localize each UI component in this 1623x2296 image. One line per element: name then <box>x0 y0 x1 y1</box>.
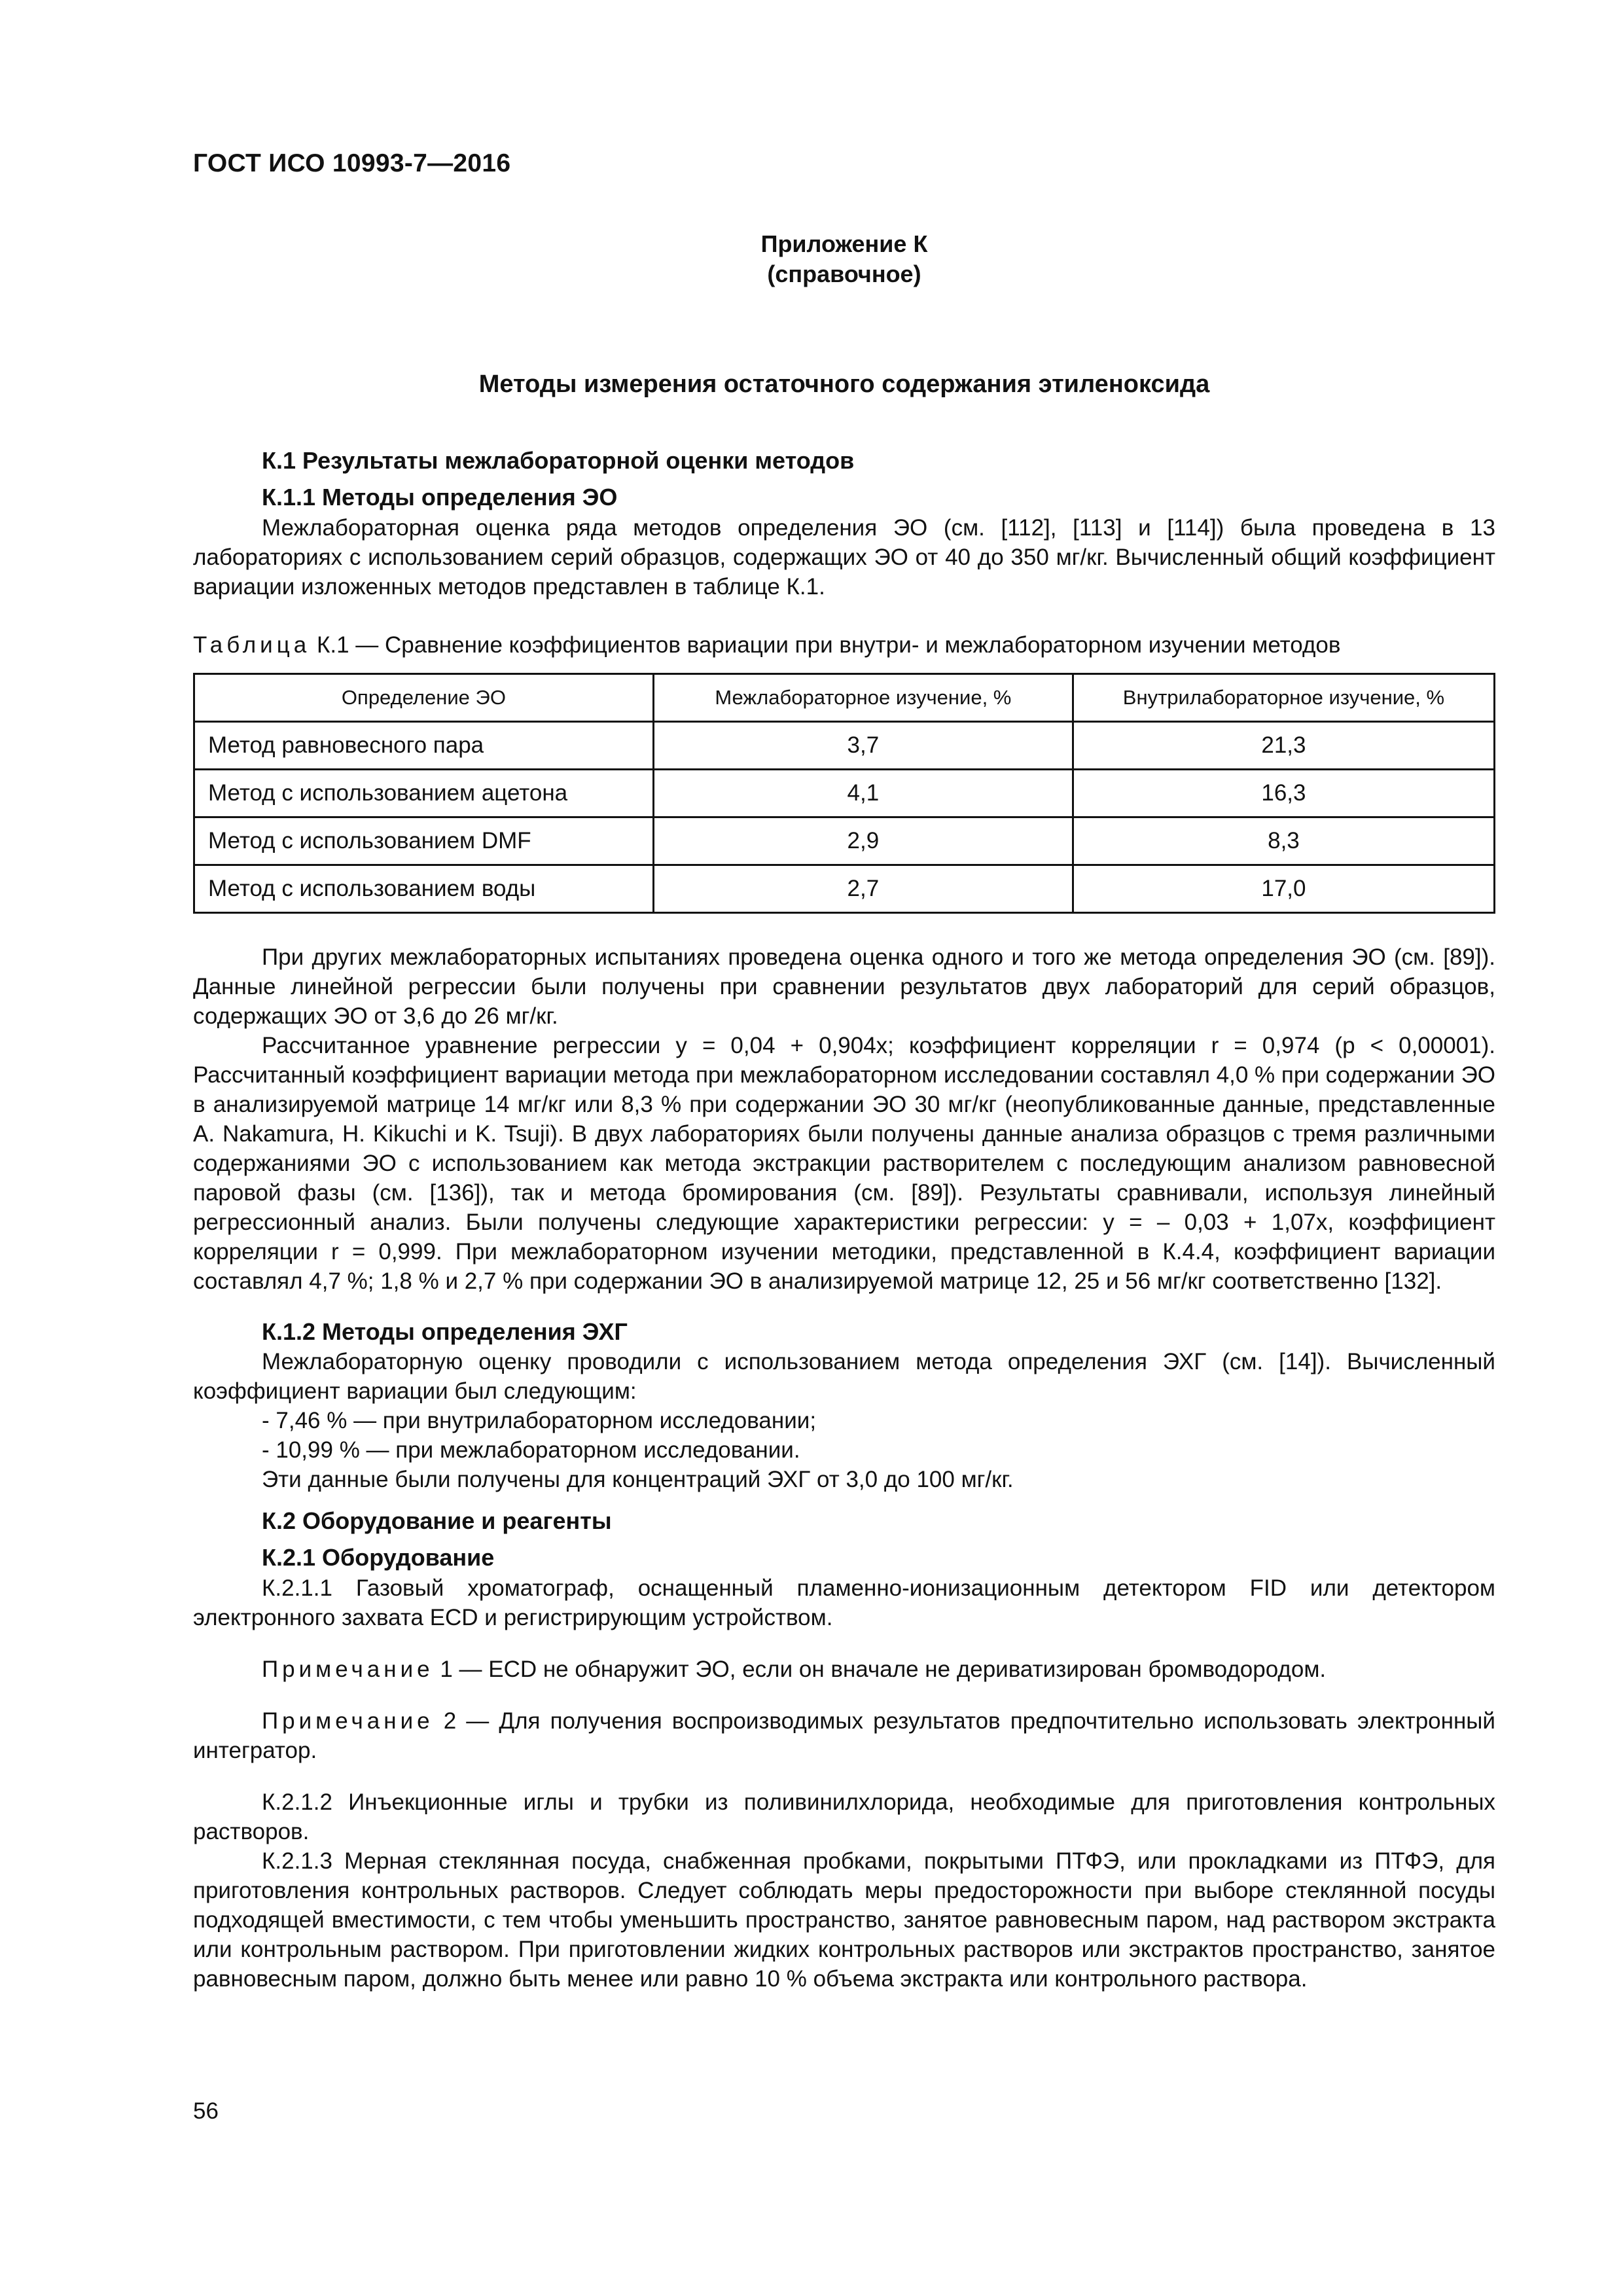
section-k2 <box>193 1505 1495 1994</box>
note-label: Примечание <box>262 1708 434 1734</box>
annex-type: (справочное) <box>767 260 921 287</box>
table-cell-method: Метод с использованием ацетона <box>194 770 654 817</box>
table-row <box>194 722 1495 770</box>
section-k12-heading: К.1.2 Методы определения ЭХГ <box>262 1318 628 1345</box>
section-k1 <box>193 445 1495 601</box>
section-k12 <box>193 1317 1495 1494</box>
table-cell-inter: 2,7 <box>653 865 1073 913</box>
section-k11-text: Межлабораторная оценка ряда методов определения ЭО (см. [112], [113] и [114]) была проведена в 13 лабораториях с использованием серий образцов, содержащих ЭО от 40 до 350 мг/кг. Вычисленный общий коэффициент вариации изложенных методов представлен в таблице К.1. <box>193 515 1495 600</box>
note-text: 1 — ECD не обнаружит ЭО, если он вначале не дериватизирован бромводородом. <box>433 1657 1327 1682</box>
table-cell-intra: 16,3 <box>1073 770 1494 817</box>
section-k1-heading: К.1 Результаты межлабораторной оценки методов <box>262 447 855 474</box>
table-caption-prefix: Таблица <box>193 632 311 658</box>
section-k12-text: Межлабораторную оценку проводили с использованием метода определения ЭХГ (см. [14]). Вычисленный коэффициент вариации был следующим: <box>193 1349 1495 1404</box>
section-k212-text: К.2.1.2 Инъекционные иглы и трубки из поливинилхлорида, необходимые для приготовления контрольных растворов. <box>193 1789 1495 1844</box>
section-k2-heading: К.2 Оборудование и реагенты <box>262 1507 612 1534</box>
section-k213-text: К.2.1.3 Мерная стеклянная посуда, снабженная пробками, покрытыми ПТФЭ, или прокладками из ПТФЭ, для приготовления контрольных растворов. Следует соблюдать меры предосторожности при выборе стеклянной посуды подходящей вместимости, с тем чтобы уменьшить пространство, занятое равновесным паром, над раствором экстракта или контрольным раствором. При приготовлении жидких контрольных растворов или экстрактов пространство, занятое равновесным паром, должно быть менее или равно 10 % объема экстракта или контрольного раствора. <box>193 1848 1495 1992</box>
section-k211-text: К.2.1.1 Газовый хроматограф, оснащенный пламенно-ионизационным детектором FID или детектором электронного захвата ECD и регистрирующим устройством. <box>193 1575 1495 1630</box>
table-cell-method: Метод с использованием DMF <box>194 817 654 865</box>
table-cell-intra: 8,3 <box>1073 817 1494 865</box>
paragraph-regression: Рассчитанное уравнение регрессии y = 0,04 + 0,904x; коэффициент корреляции r = 0,974 (p < 0,00001). Рассчитанный коэффициент вариации метода при межлабораторном исследовании составлял 4,0 % при содержании ЭО в анализируемой матрице 14 мг/кг или 8,3 % при содержании ЭО 30 мг/кг (неопубликованные данные, представленные A. Nakamura, H. Kikuchi и K. Tsuji). В двух лабораториях были получены данные анализа образцов с тремя различными содержаниями ЭО с использованием как метода экстракции растворителем с последующим анализом равновесной паровой фазы (см. [136]), так и метода бромирования (см. [89]). Результаты сравнивали, используя линейный регрессионный анализ. Были получены следующие характеристики регрессии: y = – 0,03 + 1,07x, коэффициент корреляции r = 0,999. При межлабораторном изучении методики, представленной в К.4.4, коэффициент вариации составлял 4,7 %; 1,8 % и 2,7 % при содержании ЭО в анализируемой матрице 12, 25 и 56 мг/кг соответственно [132]. <box>193 1033 1495 1294</box>
table-header-cell: Внутрилабораторное изучение, % <box>1073 674 1494 722</box>
section-k12-closing: Эти данные были получены для концентраций ЭХГ от 3,0 до 100 мг/кг. <box>262 1467 1014 1492</box>
section-k11-heading: К.1.1 Методы определения ЭО <box>262 484 618 511</box>
paragraph-interlab: При других межлабораторных испытаниях проведена оценка одного и того же метода определения ЭО (см. [89]). Данные линейной регрессии были получены при сравнении результатов двух лабораторий для серий образцов, содержащих ЭО от 3,6 до 26 мг/кг. <box>193 944 1495 1029</box>
regression-section <box>193 942 1495 1296</box>
section-k21-heading: К.2.1 Оборудование <box>262 1544 495 1571</box>
list-item: - 10,99 % — при межлабораторном исследовании. <box>262 1437 800 1463</box>
page-number: 56 <box>193 2098 219 2124</box>
table-caption-text: К.1 — Сравнение коэффициентов вариации при внутри- и межлабораторном изучении методов <box>310 632 1341 658</box>
table-cell-intra: 21,3 <box>1073 722 1494 770</box>
table-row <box>194 865 1495 913</box>
note-label: Примечание <box>262 1657 434 1682</box>
document-title: Методы измерения остаточного содержания этиленоксида <box>478 370 1210 398</box>
table-row <box>194 817 1495 865</box>
table-cell-intra: 17,0 <box>1073 865 1494 913</box>
table-header-row <box>194 674 1495 722</box>
annex-title: Приложение К <box>760 230 928 257</box>
table-cell-inter: 3,7 <box>653 722 1073 770</box>
table-cell-method: Метод равновесного пара <box>194 722 654 770</box>
comparison-table <box>193 673 1495 914</box>
table-header-cell: Межлабораторное изучение, % <box>653 674 1073 722</box>
table-cell-inter: 4,1 <box>653 770 1073 817</box>
table-row <box>194 770 1495 817</box>
table-header-cell: Определение ЭО <box>194 674 654 722</box>
table-cell-inter: 2,9 <box>653 817 1073 865</box>
annex-heading <box>193 229 1495 289</box>
note-1 <box>193 1655 1495 1684</box>
standard-designation: ГОСТ ИСО 10993-7—2016 <box>193 149 511 177</box>
table-caption <box>193 632 1495 658</box>
table-cell-method: Метод с использованием воды <box>194 865 654 913</box>
note-text: 2 — Для получения воспроизводимых результатов предпочтительно использовать электронный интегратор. <box>193 1708 1495 1763</box>
note-2 <box>193 1706 1495 1765</box>
list-item: - 7,46 % — при внутрилабораторном исследовании; <box>262 1408 817 1433</box>
